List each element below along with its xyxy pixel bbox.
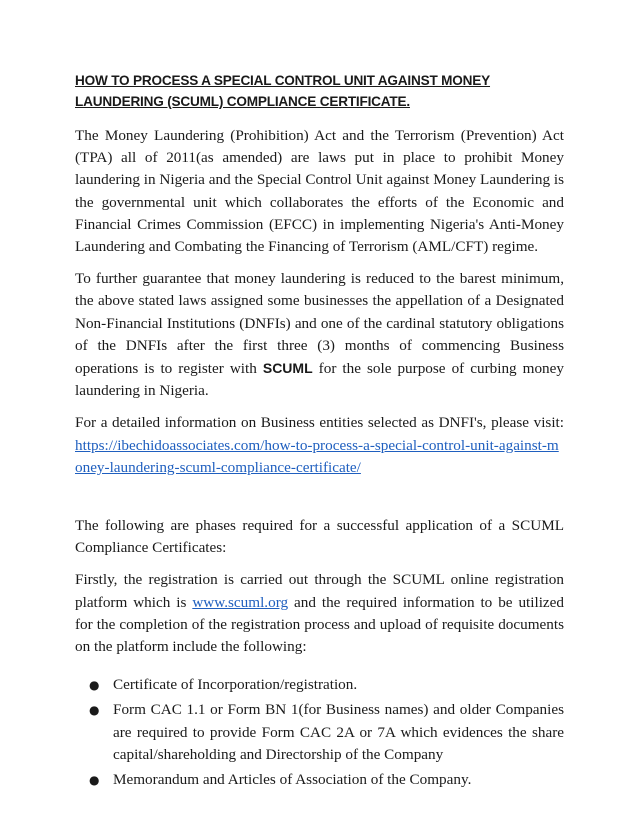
bullet-icon: ● xyxy=(89,678,100,693)
document-title: HOW TO PROCESS A SPECIAL CONTROL UNIT AGAINST MONEY LAUNDERING (SCUML) COMPLIANCE CERTIFICATE. xyxy=(75,73,491,109)
list-item-text: Certificate of Incorporation/registration. xyxy=(113,676,358,694)
list-item-text: Memorandum and Articles of Association of the Company. xyxy=(113,771,472,789)
paragraph-registration-text-after: and the required information to be utilized for the completion of the registration process and upload of requisite documents on the platform include the following: xyxy=(75,593,564,656)
ibechido-link[interactable]: https://ibechidoassociates.com/how-to-process-a-special-control-unit-against-money-laundering-scuml-compliance-certificate/ xyxy=(75,436,559,476)
paragraph-dnfi-info xyxy=(75,412,564,479)
paragraph-dnfi-text-before: To further guarantee that money laundering is reduced to the barest minimum, the above stated laws assigned some businesses the appellation of a Designated Non-Financial Institutions (DNFIs) and one of the cardinal statutory obligations of the DNFIs after the first three (3) months of commencing Business operations is to register with xyxy=(75,270,564,378)
paragraph-dnfi-obligations xyxy=(75,268,564,402)
bullet-icon: ● xyxy=(89,773,100,788)
paragraph-dnfi-text-after: for the sole purpose of curbing money laundering in Nigeria. xyxy=(75,360,564,400)
scuml-emphasis: SCUML xyxy=(262,360,313,377)
bullet-icon: ● xyxy=(89,703,100,718)
paragraph-intro: The Money Laundering (Prohibition) Act and the Terrorism (Prevention) Act (TPA) all of 2011(as amended) are laws put in place to prohibit Money laundering in Nigeria and the Special Control Unit against Money Laundering is the governmental unit which collaborates the efforts of the Economic and Financial Crimes Commission (EFCC) in implementing Nigeria's Anti-Money Laundering and Combating the Financing of Terrorism (AML/CFT) regime. xyxy=(75,127,564,256)
list-item xyxy=(89,674,564,696)
list-item-text: Form CAC 1.1 or Form BN 1(for Business names) and older Companies are required to provide Form CAC 2A or 7A which evidences the share capital/shareholding and Directorship of the Company xyxy=(113,701,564,763)
list-item xyxy=(89,769,564,791)
paragraph-phases: The following are phases required for a successful application of a SCUML Compliance Certificates: xyxy=(75,517,564,557)
paragraph-registration-text-before: Firstly, the registration is carried out through the SCUML online registration platform which is xyxy=(75,571,564,611)
scuml-website-link[interactable]: www.scuml.org xyxy=(192,593,289,611)
paragraph-dnfi-info-text: For a detailed information on Business entities selected as DNFI's, please visit: xyxy=(75,414,564,432)
list-item xyxy=(89,699,564,766)
paragraph-registration xyxy=(75,569,564,658)
spacer xyxy=(75,489,564,515)
requirements-list xyxy=(75,674,564,791)
